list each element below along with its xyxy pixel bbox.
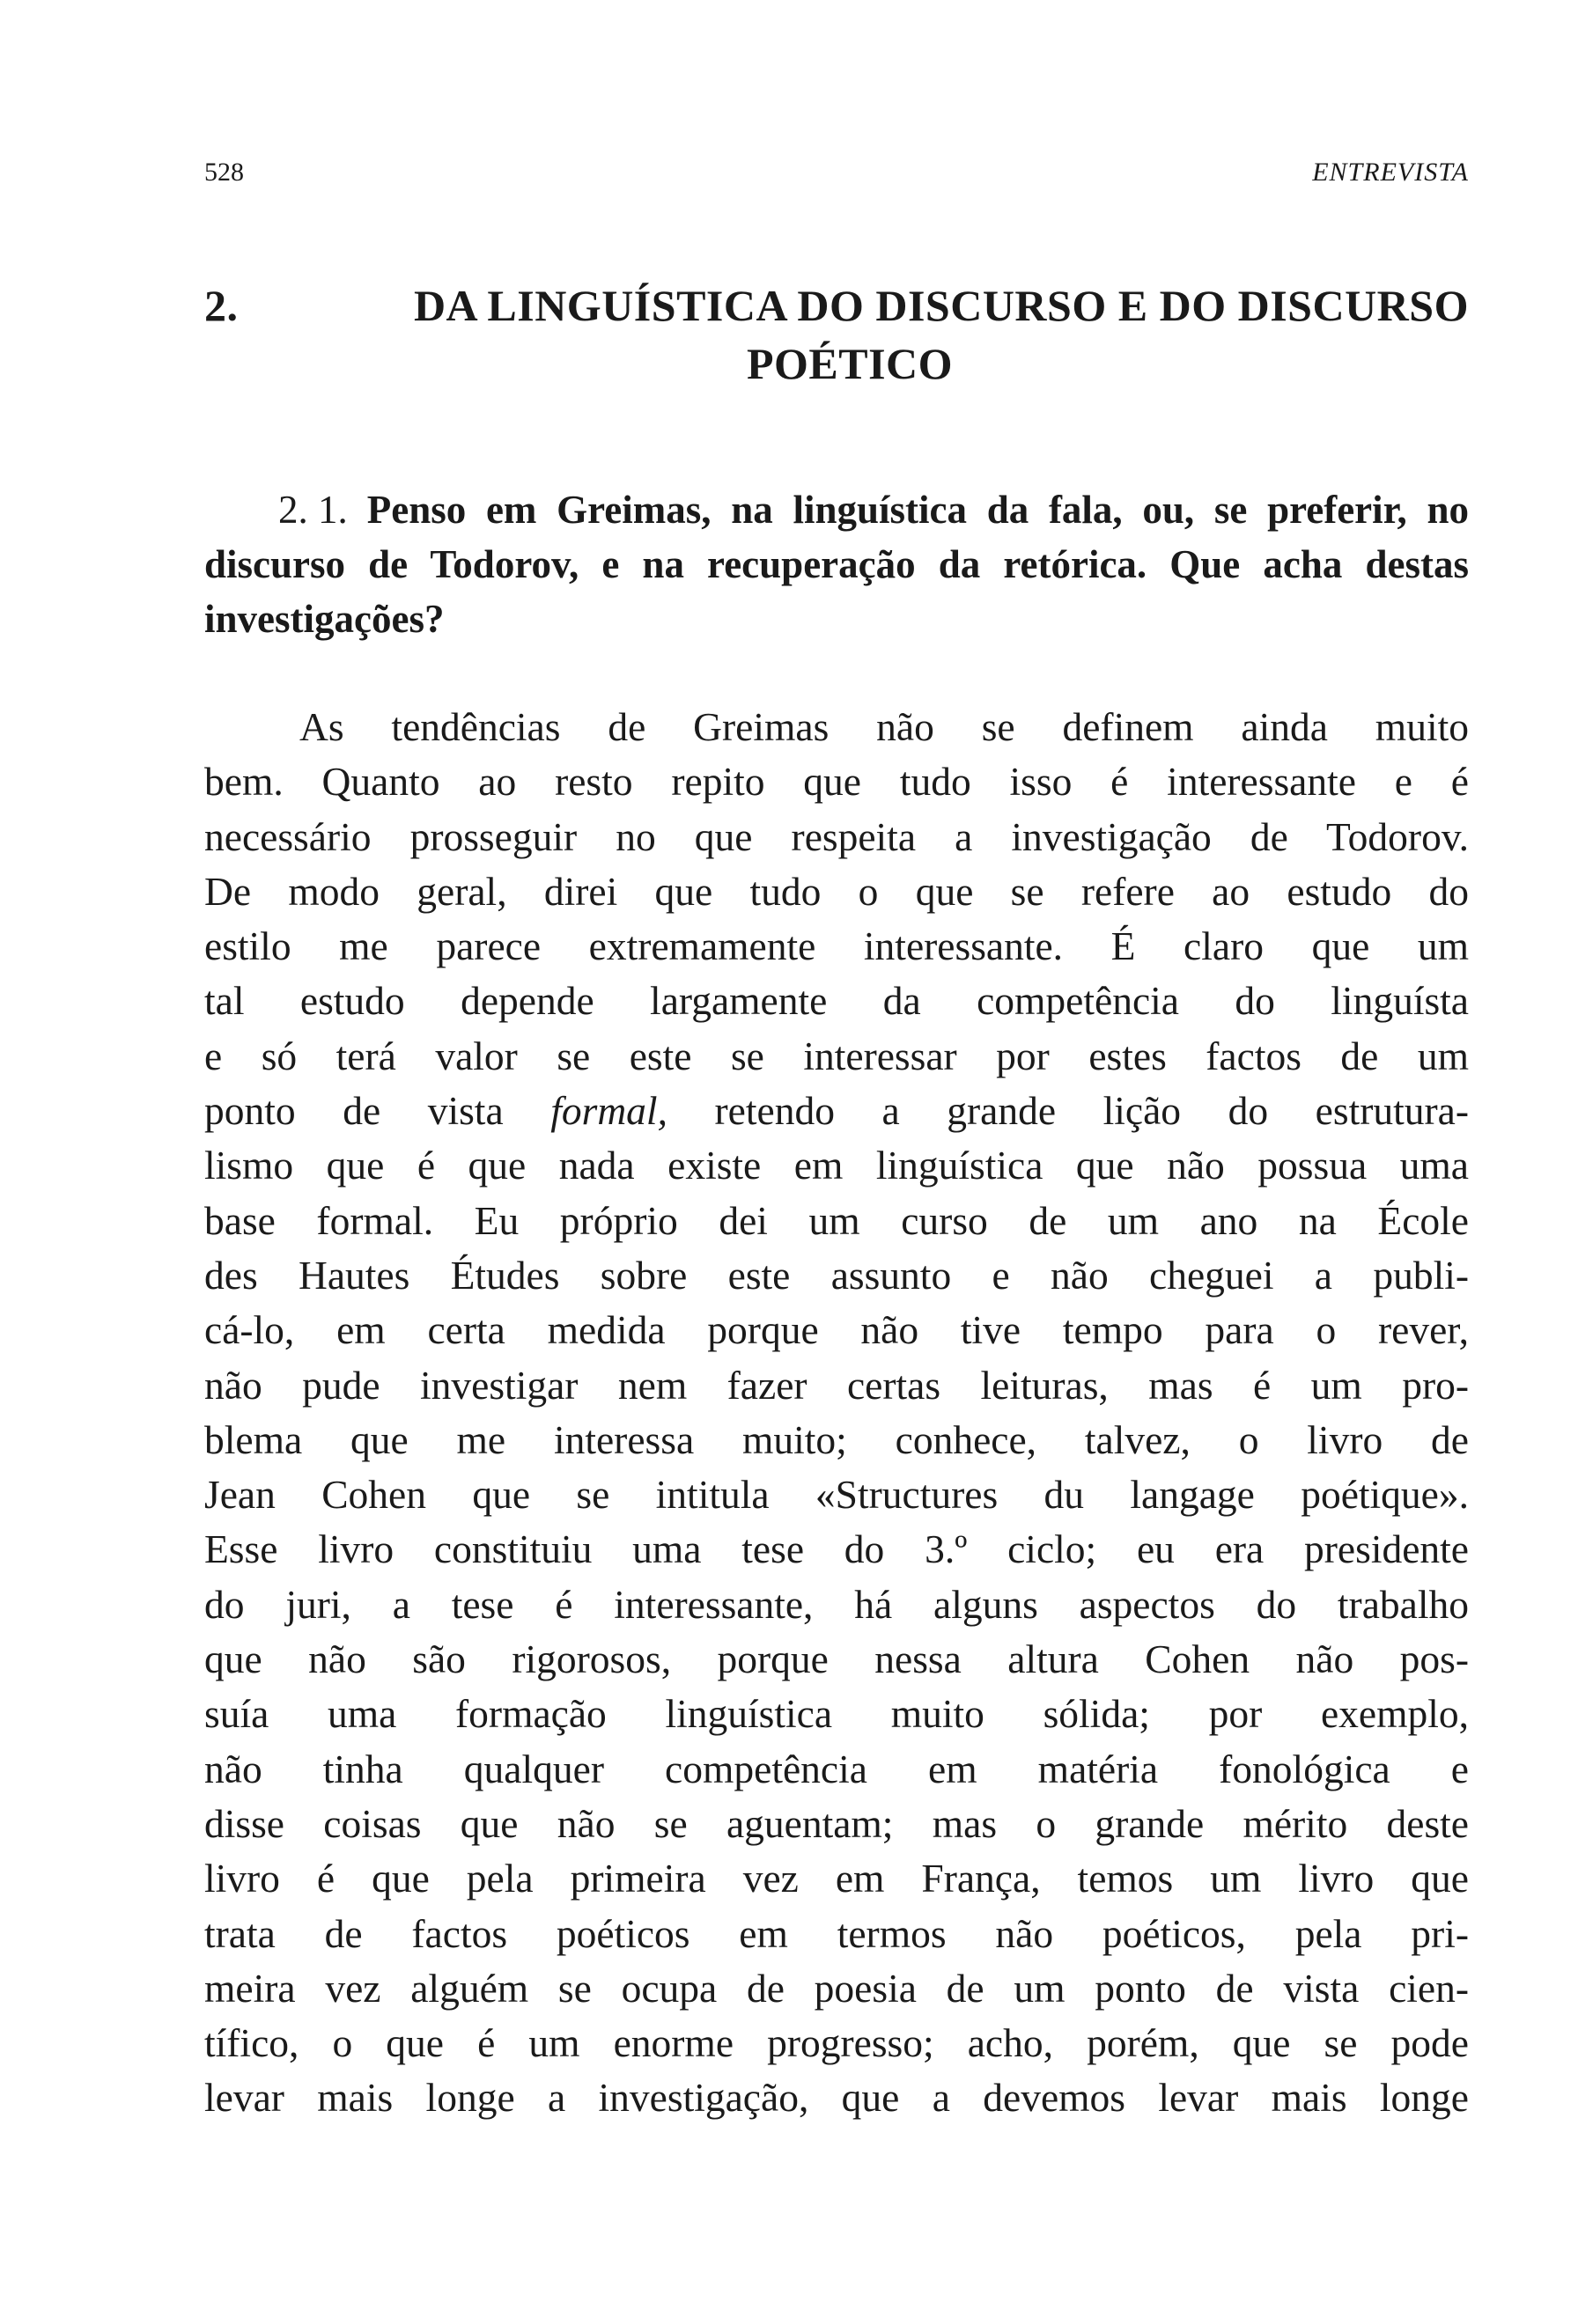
question-text: Penso em Greimas, na linguística da fala, ou, se preferir, no discurso de Todorov, e na recuperação da retórica. Que acha destas investigações? [204,488,1469,641]
question-number: 2. 1. [278,488,348,532]
interview-answer [204,700,1469,2126]
answer-line: meira vez alguém se ocupa de poesia de um ponto de vista cien- [204,1965,1469,2011]
section-number: 2. [204,281,239,330]
answer-line: suía uma formação linguística muito sólida; por exemplo, [204,1691,1469,1737]
running-title: ENTREVISTA [1312,158,1469,187]
answer-line: disse coisas que não se aguentam; mas o grande mérito deste [204,1800,1469,1846]
answer-text: ponto de vista [204,1088,504,1134]
section-title-line-2: POÉTICO [746,339,954,388]
answer-line: Esse livro constituiu uma tese do 3.º ciclo; eu era presidente [204,1526,1469,1572]
answer-line: estilo me parece extremamente interessante. É claro que um [204,923,1469,969]
running-head [204,155,1469,190]
answer-line: base formal. Eu próprio dei um curso de um ano na École [204,1197,1469,1243]
section-title-line-1: DA LINGUÍSTICA DO DISCURSO E DO DISCURSO [413,281,1469,330]
answer-line: não tinha qualquer competência em matéria fonológica e [204,1746,1469,1791]
answer-line: livro é que pela primeira vez em França, temos um livro que [204,1856,1469,1901]
answer-line: trata de factos poéticos em termos não poéticos, pela pri- [204,1910,1469,1956]
answer-line: do juri, a tese é interessante, há alguns aspectos do trabalho [204,1581,1469,1627]
answer-line: tífico, o que é um enorme progresso; acho, porém, que se pode [204,2020,1469,2066]
answer-line: As tendências de Greimas não se definem ainda muito [299,704,1469,749]
emphasized-word: formal, [550,1088,667,1134]
answer-line: De modo geral, direi que tudo o que se refere ao estudo do [204,868,1469,914]
answer-line: que não são rigorosos, porque nessa altura Cohen não pos- [204,1636,1469,1682]
answer-line: necessário prosseguir no que respeita a investigação de Todorov. [204,813,1469,859]
section-heading [204,276,1469,393]
answer-line: des Hautes Études sobre este assunto e não cheguei a publi- [204,1252,1469,1298]
answer-line: levar mais longe a investigação, que a devemos levar mais longe [204,2075,1469,2121]
page-number: 528 [204,158,244,187]
answer-line: lismo que é que nada existe em linguística que não possua uma [204,1143,1469,1188]
answer-line: bem. Quanto ao resto repito que tudo isso é interessante e é [204,759,1469,805]
answer-line: tal estudo depende largamente da competência do linguísta [204,978,1469,1024]
answer-line: não pude investigar nem fazer certas leituras, mas é um pro- [204,1362,1469,1408]
answer-line: e só terá valor se este se interessar por estes factos de um [204,1033,1469,1078]
answer-line: blema que me interessa muito; conhece, talvez, o livro de [204,1416,1469,1462]
answer-line-with-emphasis [204,1084,1469,1138]
interview-question [204,482,1469,646]
answer-text: retendo a grande lição do estrutura- [714,1088,1469,1134]
answer-line: Jean Cohen que se intitula «Structures du langage poétique». [204,1472,1469,1518]
answer-line: cá-lo, em certa medida porque não tive tempo para o rever, [204,1307,1469,1353]
document-page [204,0,1469,2324]
